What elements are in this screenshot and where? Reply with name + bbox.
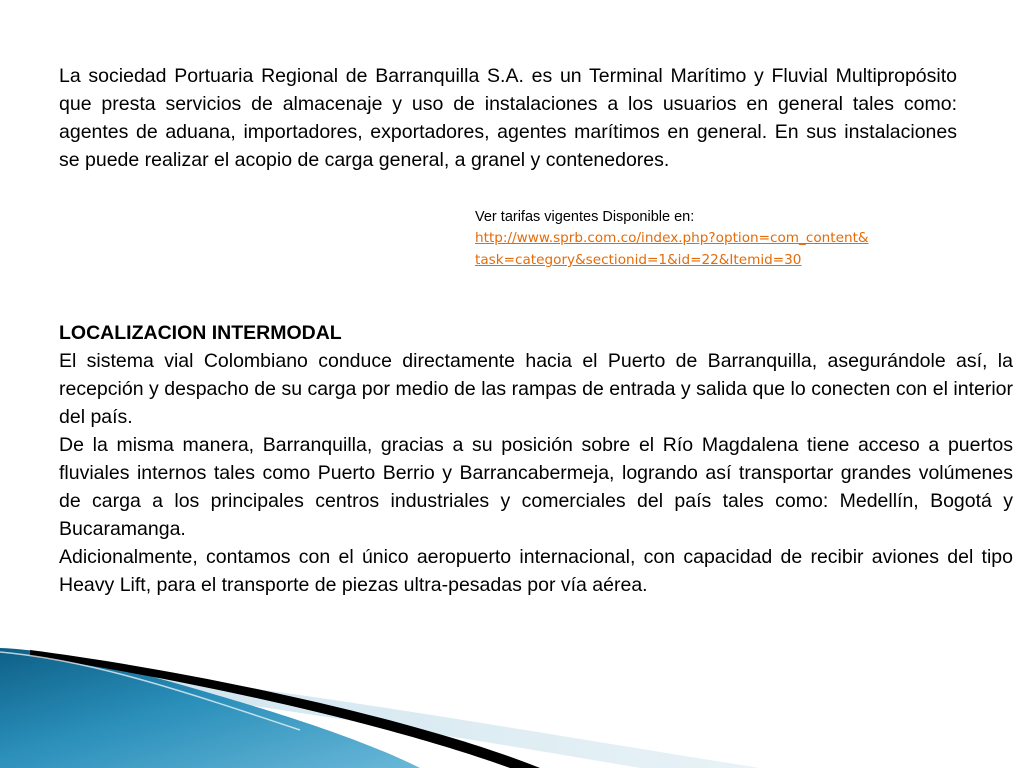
section-paragraph-1: El sistema vial Colombiano conduce directamente hacia el Puerto de Barranquilla, asegurándole así, la recepción y despacho de su carga por medio de las rampas de entrada y salida que lo conecten con el interior del país.	[59, 350, 1013, 428]
section-paragraph-3: Adicionalmente, contamos con el único aeropuerto internacional, con capacidad de recibir aviones del tipo Heavy Lift, para el transporte de piezas ultra-pesadas por vía aérea.	[59, 546, 1013, 596]
localizacion-section	[59, 319, 1013, 599]
section-paragraph-2: De la misma manera, Barranquilla, gracias a su posición sobre el Río Magdalena tiene acceso a puertos fluviales internos tales como Puerto Berrio y Barrancabermeja, logrando así transportar grandes volúmenes de carga a los principales centros industriales y comerciales del país tales como: Medellín, Bogotá y Bucaramanga.	[59, 434, 1013, 540]
section-heading: LOCALIZACION INTERMODAL	[59, 322, 342, 344]
tarifas-link-line-2[interactable]: task=category&sectionid=1&id=22&Itemid=30	[475, 252, 802, 268]
tarifas-block	[475, 208, 975, 271]
intro-paragraph: La sociedad Portuaria Regional de Barranquilla S.A. es un Terminal Marítimo y Fluvial Multipropósito que presta servicios de almacenaje y uso de instalaciones a los usuarios en general tales como: agentes de aduana, importadores, exportadores, agentes marítimos en general. En sus instalaciones se puede realizar el acopio de carga general, a granel y contenedores.	[59, 65, 957, 171]
wave-blue-area	[0, 648, 420, 768]
wave-light-band	[40, 662, 760, 768]
wave-dark-line	[30, 650, 540, 768]
tarifas-link-line-1[interactable]: http://www.sprb.com.co/index.php?option=com_content&	[475, 230, 869, 246]
wave-sheen	[0, 652, 300, 730]
tarifas-label: Ver tarifas vigentes Disponible en:	[475, 209, 695, 225]
